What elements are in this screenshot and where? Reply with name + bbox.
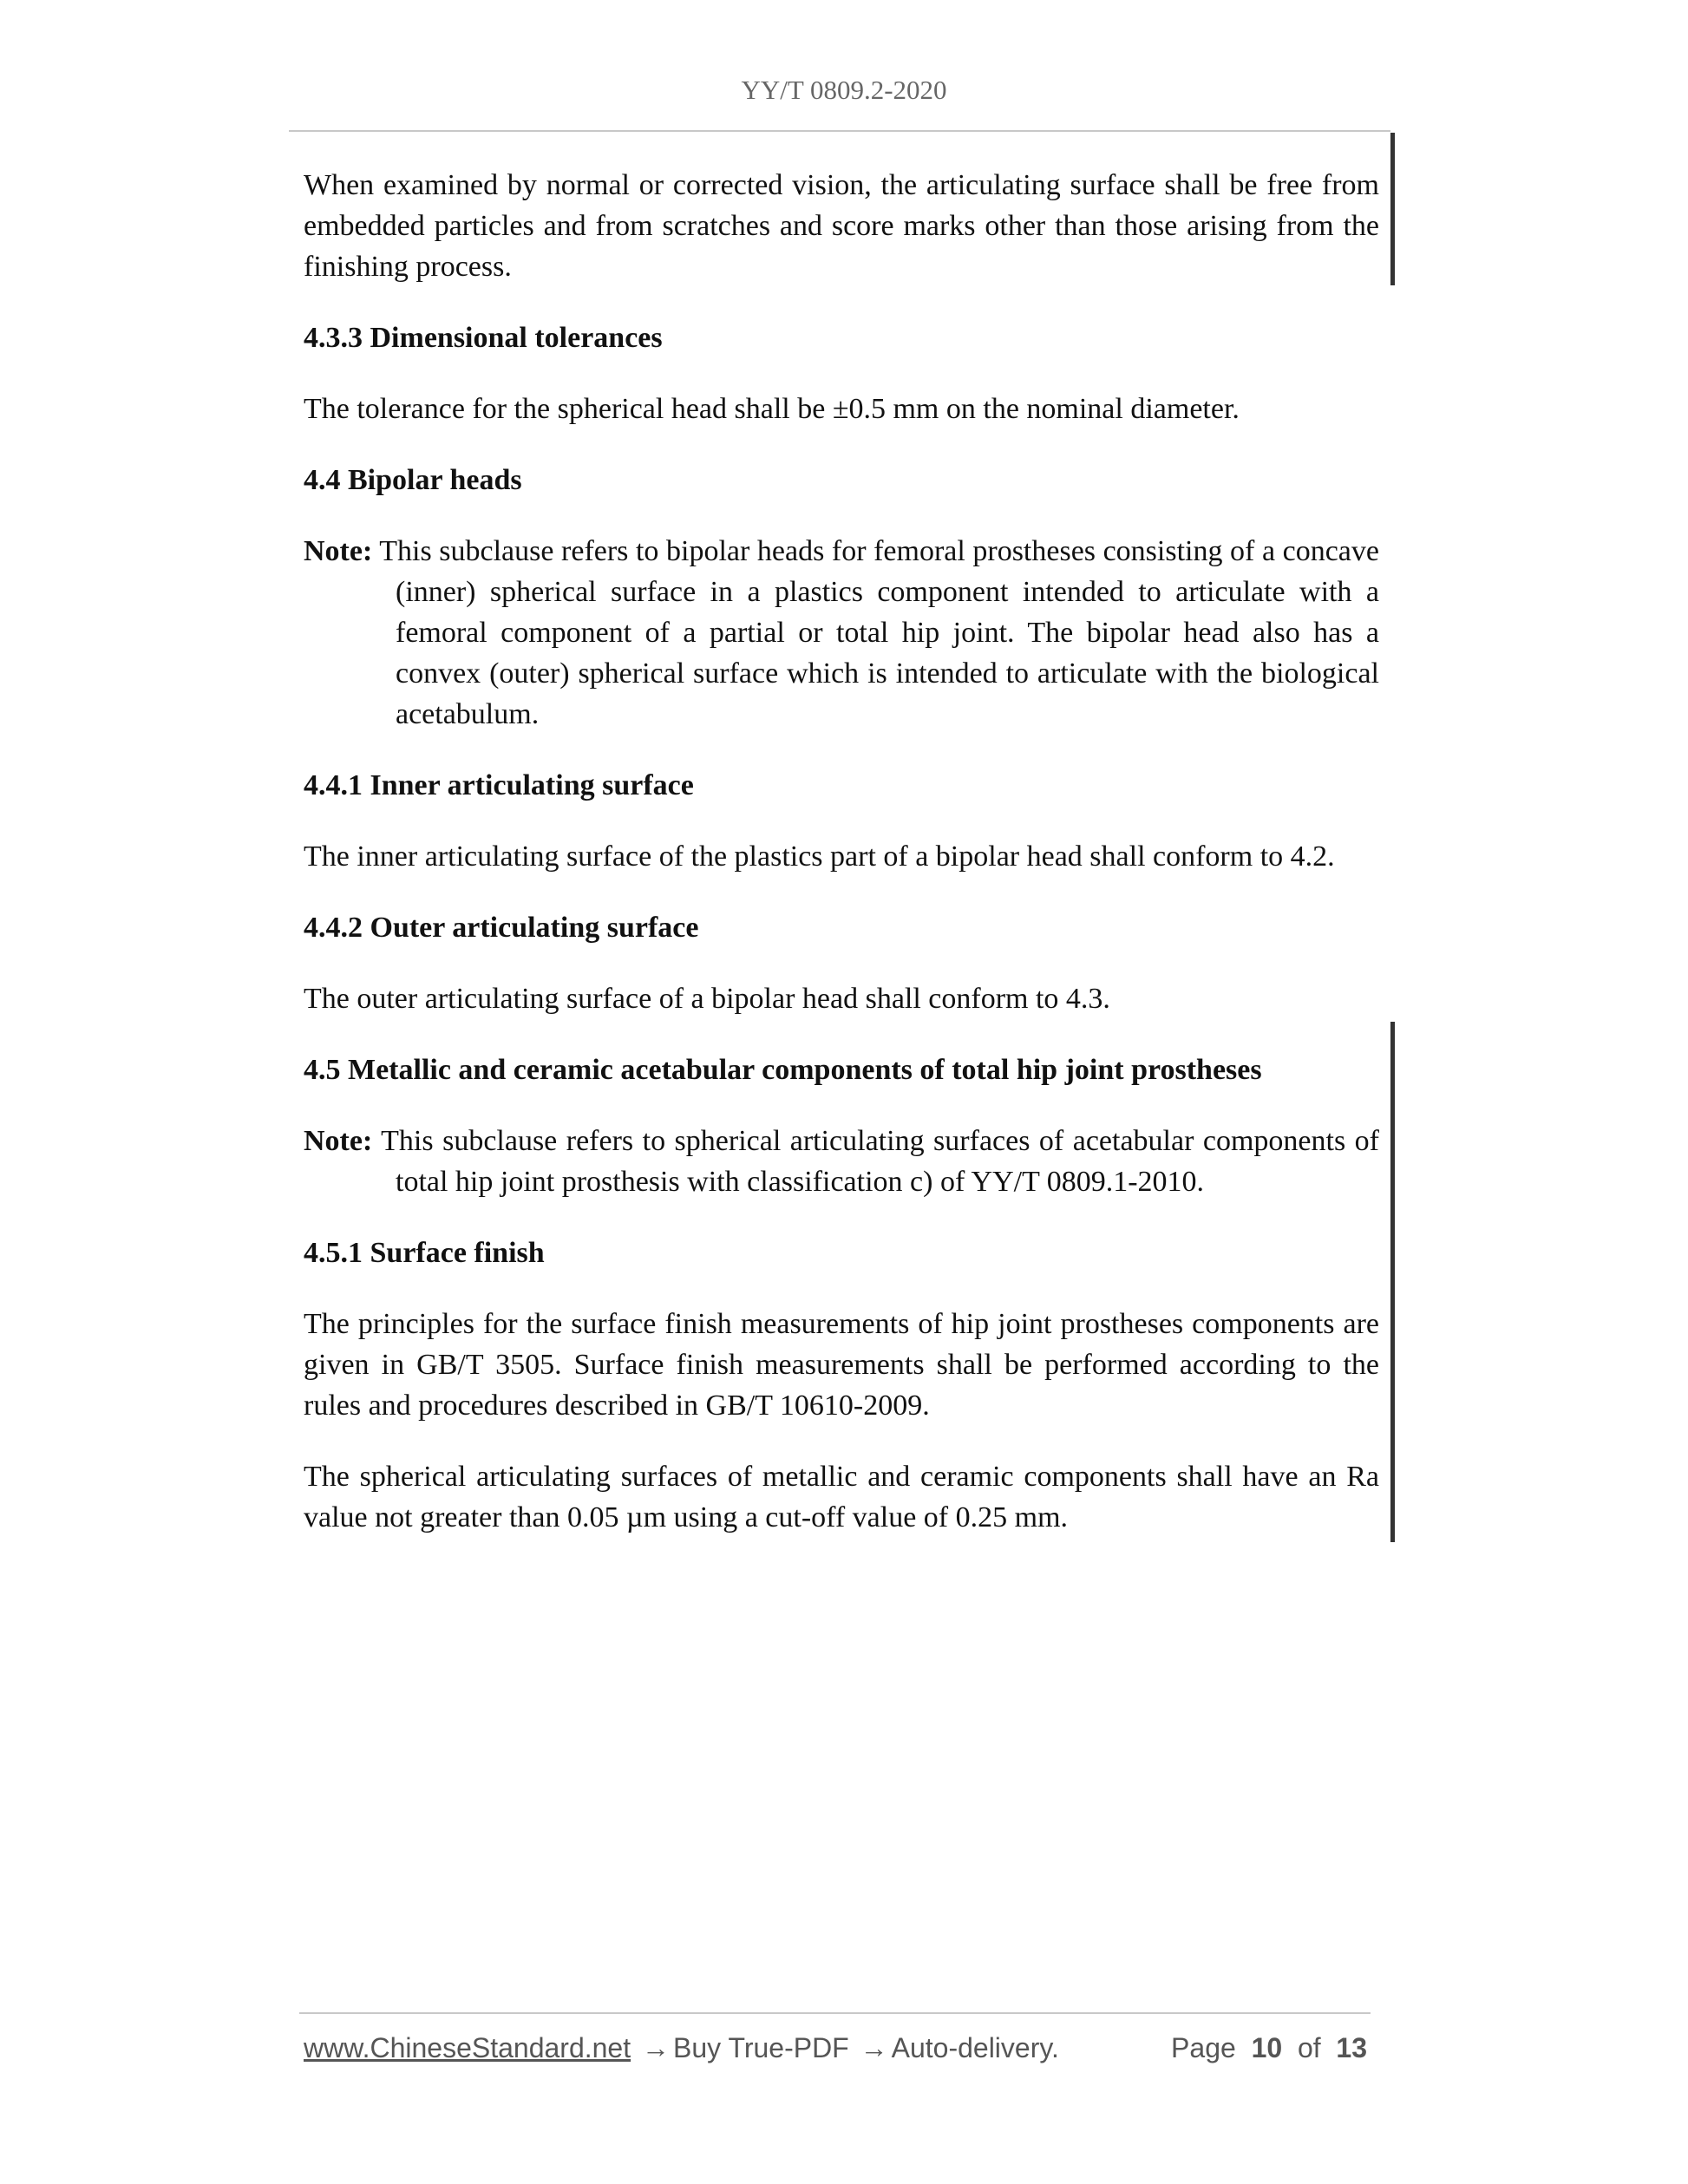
footer-divider [299,2012,1371,2014]
paragraph-dimensional-tolerance: The tolerance for the spherical head shall be ±0.5 mm on the nominal diameter. [304,393,1240,425]
document-body [304,165,1379,1568]
heading-4-4-1: 4.4.1 Inner articulating surface [304,769,694,801]
auto-delivery-text: Auto-delivery. [891,2032,1059,2063]
page-indicator [1171,2032,1367,2064]
paragraph-surface-finish-principles: The principles for the surface finish measurements of hip joint prostheses components are given in GB/T 3505. Surface finish measurements shall be performed according to the rules and procedures described in GB/T 10610-2009. [304,1308,1379,1422]
page-label: Page [1171,2032,1236,2063]
footer-promo [304,2032,1059,2064]
buy-true-pdf-text: Buy True-PDF [673,2032,849,2063]
website-link[interactable]: www.ChineseStandard.net [304,2032,631,2063]
note-label: Note: [304,535,373,567]
paragraph-ra-value: The spherical articulating surfaces of metallic and ceramic components shall have an Ra value not greater than 0.05 µm using a cut-off value of 0.25 mm. [304,1461,1379,1533]
page-footer [304,2032,1371,2070]
arrow-right-icon: → [860,2032,888,2063]
note-acetabular-components [304,1121,1379,1202]
paragraph-visual-inspection: When examined by normal or corrected vision, the articulating surface shall be free from embedded particles and from scratches and score marks other than those arising from the finishing process. [304,169,1379,283]
heading-4-5: 4.5 Metallic and ceramic acetabular components of total hip joint prostheses [304,1054,1262,1086]
header-divider [289,130,1390,132]
paragraph-outer-surface: The outer articulating surface of a bipolar head shall conform to 4.3. [304,983,1110,1015]
note-text: This subclause refers to spherical articulating surfaces of acetabular components of total hip joint prosthesis with classification c) of YY/T 0809.1-2010. [372,1125,1379,1198]
document-code-header: YY/T 0809.2-2020 [741,75,947,105]
heading-4-5-1: 4.5.1 Surface finish [304,1237,545,1269]
change-bar-section-4-5 [1390,1022,1395,1542]
paragraph-inner-surface: The inner articulating surface of the plastics part of a bipolar head shall conform to 4.2. [304,840,1335,873]
heading-4-4: 4.4 Bipolar heads [304,464,522,496]
change-bar-top [1390,133,1395,285]
note-bipolar-heads [304,531,1379,735]
total-pages-number: 13 [1336,2032,1367,2063]
note-text: This subclause refers to bipolar heads for femoral prostheses consisting of a concave (inner) spherical surface in a plastics component intended to articulate with a femoral component of a partial or total hip joint. The bipolar head also has a convex (outer) spherical surface which is intended to articulate with the biological acetabulum. [372,535,1379,730]
note-label: Note: [304,1125,373,1157]
current-page-number: 10 [1251,2032,1283,2063]
heading-4-3-3: 4.3.3 Dimensional tolerances [304,322,663,354]
of-label: of [1297,2032,1321,2063]
arrow-right-icon: → [642,2032,670,2063]
heading-4-4-2: 4.4.2 Outer articulating surface [304,912,699,944]
